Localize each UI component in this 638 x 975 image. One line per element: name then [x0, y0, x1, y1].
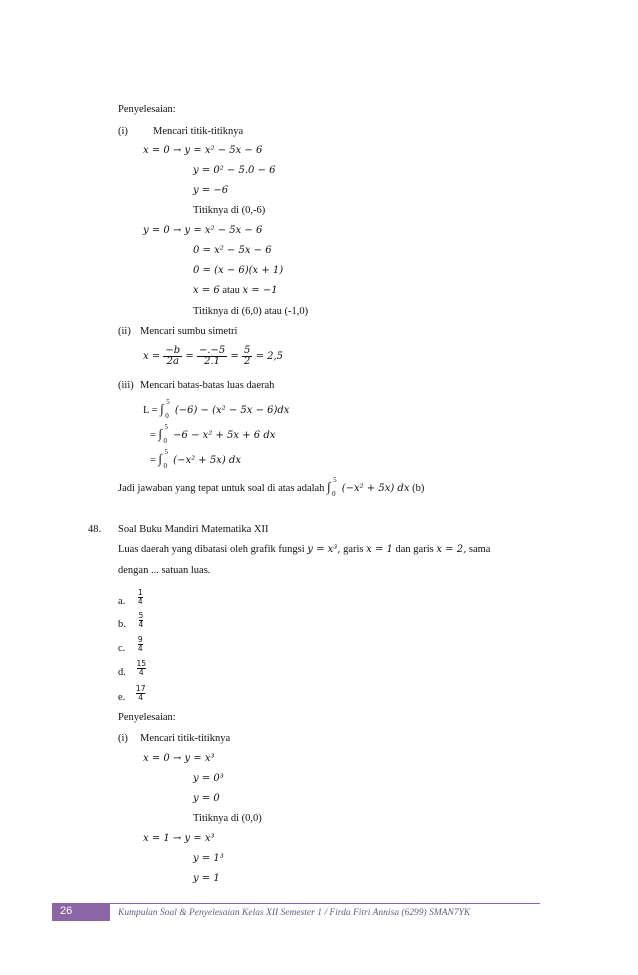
q-text-f: x = 2,: [436, 544, 467, 555]
question-text-line-1: [118, 543, 490, 557]
option-b: [118, 612, 143, 632]
eq-factor: 0 = (x − 6)(x + 1): [193, 265, 284, 276]
option-den: 4: [138, 693, 144, 702]
point-text: Titiknya di (0,-6): [193, 205, 266, 216]
q-text-d: x = 1: [366, 544, 393, 555]
step-iii-title: Mencari batas-batas luas daerah: [140, 380, 275, 391]
area-expr-3: (−x² + 5x) dx: [173, 455, 241, 466]
option-num: 5: [138, 611, 144, 620]
integral-sign: ∫ 5 0: [159, 427, 171, 441]
option-fraction: [138, 636, 143, 653]
option-num: 1: [137, 588, 143, 597]
option-label: c.: [118, 643, 126, 654]
page-number: 26: [60, 905, 73, 917]
conclusion-text: Jadi jawaban yang tepat untuk soal di atas adalah: [118, 483, 325, 494]
symmetry-equation: [143, 346, 283, 367]
step-i-title: Mencari titik-titiknya: [153, 126, 244, 137]
eq-sub: y = 0² − 5.0 − 6: [193, 165, 276, 176]
sym-eq-1: =: [185, 351, 194, 362]
option-fraction: [136, 685, 146, 702]
q-text-e: dan garis: [395, 544, 434, 555]
root-or: atau: [222, 285, 240, 296]
root-1: x = 6: [193, 285, 220, 296]
option-a: [118, 589, 143, 609]
sym-f1-num: −b: [165, 345, 181, 356]
q-text-a: Luas daerah yang dibatasi oleh grafik fungsi: [118, 544, 305, 555]
eq-sign-2: =: [150, 430, 156, 441]
eq-y-result: y = −6: [193, 185, 229, 196]
sym-fraction-1: [163, 346, 182, 367]
sym-eq-2: =: [230, 351, 239, 362]
conclusion-answer: (b): [412, 483, 425, 494]
option-fraction: [138, 589, 143, 606]
integral-lower: 0: [332, 490, 336, 498]
sym-lhs: x =: [143, 351, 161, 362]
area-line-1: [143, 398, 290, 420]
eq-roots: [193, 284, 278, 298]
sym-result: = 2,5: [255, 351, 284, 362]
q-text-g: sama: [468, 544, 491, 555]
eq-sign-3: =: [150, 455, 156, 466]
conclusion: [118, 476, 425, 498]
area-expr-1: (−6) − (x² − 5x − 6)dx: [174, 405, 290, 416]
footer-divider: [110, 903, 540, 904]
sym-f3-num: 5: [244, 345, 251, 356]
question-number: 48.: [88, 524, 102, 535]
q-text-b: y = x³,: [307, 544, 341, 555]
eq-zero: 0 = x² − 5x − 6: [193, 245, 272, 256]
step-iii-number: (iii): [118, 380, 134, 391]
solution-heading-48: Penyelesaian:: [118, 712, 176, 723]
eq-x0: x = 0 → y = x² − 5x − 6: [143, 145, 263, 156]
points-text: Titiknya di (6,0) atau (-1,0): [193, 306, 309, 317]
option-den: 4: [137, 597, 143, 606]
area-expr-2: −6 − x² + 5x + 6 dx: [173, 430, 276, 441]
option-c: [118, 636, 143, 656]
q-text-c: garis: [343, 544, 364, 555]
solution-heading: Penyelesaian:: [118, 104, 176, 115]
step-i-number-48: (i): [118, 733, 128, 744]
integral-upper: 5: [164, 448, 169, 456]
sym-f3-den: 2: [244, 356, 251, 367]
option-num: 17: [135, 684, 146, 693]
integral-sign: ∫ 5 0: [160, 402, 172, 416]
step-ii-number: (ii): [118, 326, 131, 337]
step-i-number: (i): [118, 126, 128, 137]
option-num: 15: [136, 659, 147, 668]
area-line-2: [150, 423, 276, 445]
option-den: 4: [138, 668, 144, 677]
option-d: [118, 660, 146, 680]
question-title: Soal Buku Mandiri Matematika XII: [118, 524, 269, 535]
integral-upper: 5: [166, 398, 170, 406]
footer-text: Kumpulan Soal & Penyelesaian Kelas XII Semester 1 / Firda Fitri Annisa (6299) SMAN7YK: [118, 908, 471, 918]
option-den: 4: [137, 644, 143, 653]
area-label: L =: [143, 405, 158, 416]
option-label: a.: [118, 596, 126, 607]
eq-y0: y = 0 → y = x² − 5x − 6: [143, 225, 263, 236]
sym-fraction-2: [197, 346, 227, 367]
option-den: 4: [138, 620, 144, 629]
option-fraction: [139, 612, 144, 629]
eq-sub2-48: y = 1³: [193, 853, 224, 864]
integral-upper: 5: [333, 476, 337, 484]
sym-f2-num: −.−5: [198, 345, 226, 356]
option-label: e.: [118, 692, 126, 703]
point-text-48: Titiknya di (0,0): [193, 813, 262, 824]
option-e: [118, 685, 145, 705]
integral-lower: 0: [163, 462, 168, 470]
area-line-3: [150, 448, 241, 470]
conclusion-expr: (−x² + 5x) dx: [341, 483, 410, 494]
eq-x0-48: x = 0 → y = x³: [143, 753, 215, 764]
sym-f1-den: 2a: [166, 356, 179, 367]
step-i-title-48: Mencari titik-titiknya: [140, 733, 231, 744]
integral-upper: 5: [164, 423, 169, 431]
option-label: b.: [118, 619, 126, 630]
eq-x1-48: x = 1 → y = x³: [143, 833, 215, 844]
sym-fraction-3: [242, 346, 252, 367]
integral-sign: ∫ 5 0: [159, 452, 171, 466]
question-text-line-2: dengan ... satuan luas.: [118, 565, 211, 576]
eq-result2-48: y = 1: [193, 873, 220, 884]
root-2: x = −1: [242, 285, 278, 296]
integral-sign: ∫ 5 0: [327, 480, 339, 494]
eq-sub-48: y = 0³: [193, 773, 224, 784]
sym-f2-den: 2.1: [204, 356, 221, 367]
option-num: 9: [137, 635, 143, 644]
integral-lower: 0: [165, 412, 169, 420]
eq-result-48: y = 0: [193, 793, 220, 804]
option-fraction: [137, 660, 147, 677]
integral-lower: 0: [163, 437, 168, 445]
step-ii-title: Mencari sumbu simetri: [140, 326, 238, 337]
option-label: d.: [118, 667, 126, 678]
